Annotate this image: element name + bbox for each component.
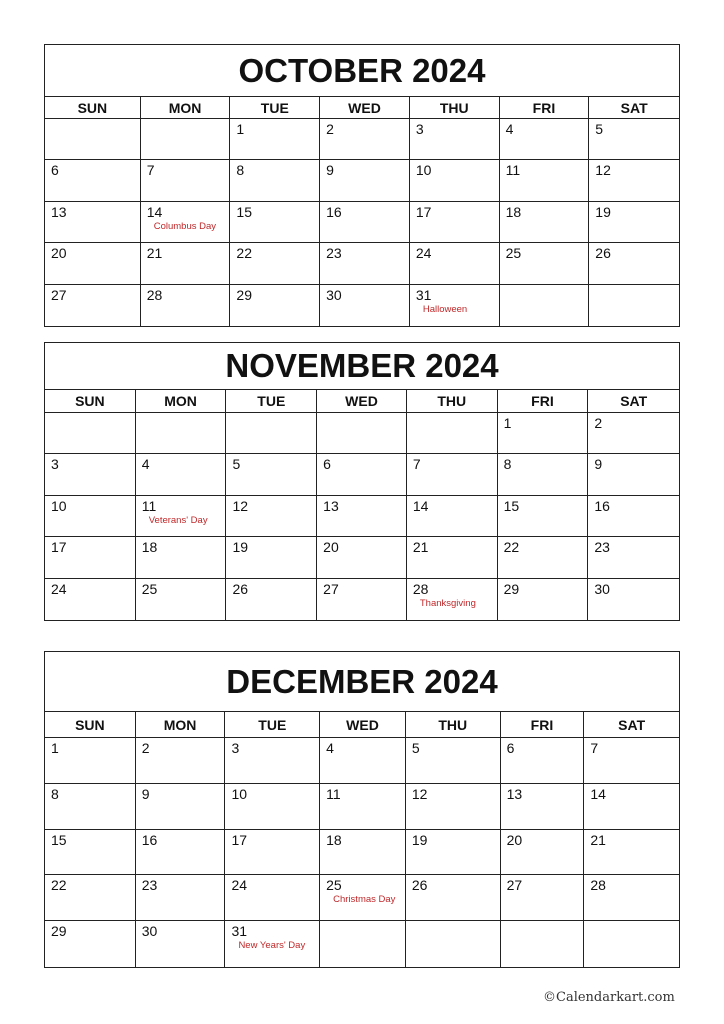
- weekday-header: [45, 97, 679, 119]
- empty-day-cell: [320, 921, 406, 967]
- holiday-label: Thanksgiving: [419, 597, 476, 609]
- empty-day-cell: [45, 119, 141, 159]
- day-cell: [45, 579, 136, 620]
- day-number: 4: [505, 121, 514, 137]
- weekday-wed: WED: [320, 97, 410, 118]
- day-number: 9: [594, 456, 603, 473]
- day-cell: [588, 579, 679, 620]
- day-cell: [584, 784, 679, 829]
- day-number: 31: [231, 923, 248, 940]
- month-november: [44, 342, 680, 621]
- weekday-tue: TUE: [225, 712, 320, 737]
- day-number: 26: [232, 580, 249, 597]
- weekday-sat: SAT: [618, 716, 646, 733]
- holiday-label: Veterans' Day: [148, 514, 208, 526]
- day-cell: [136, 921, 226, 967]
- day-number: 7: [590, 740, 599, 756]
- weekday-wed: WED: [320, 712, 406, 737]
- day-cell: [225, 921, 320, 967]
- empty-day-cell: [589, 285, 679, 326]
- day-cell: [320, 285, 410, 326]
- day-cell: [141, 285, 231, 326]
- day-cell: [320, 738, 406, 783]
- day-cell: [500, 202, 590, 242]
- day-cell: [317, 579, 407, 620]
- empty-day-cell: [407, 413, 498, 453]
- day-cell: [45, 160, 141, 200]
- day-cell: [317, 537, 407, 577]
- day-number: 27: [506, 877, 523, 894]
- day-cell: [226, 496, 317, 536]
- day-number: 12: [232, 497, 249, 514]
- day-cell: [45, 921, 136, 967]
- day-number: 9: [326, 162, 334, 179]
- day-number: 11: [141, 497, 157, 514]
- day-number: 26: [595, 245, 611, 262]
- empty-day-cell: [136, 413, 227, 453]
- day-number: 24: [415, 245, 432, 262]
- week-row: [45, 454, 679, 495]
- day-cell: [226, 579, 317, 620]
- day-number: 3: [231, 740, 240, 756]
- day-number: 30: [594, 580, 610, 597]
- empty-day-cell: [45, 413, 136, 453]
- empty-day-cell: [584, 921, 679, 967]
- day-cell: [501, 875, 585, 920]
- day-cell: [407, 496, 498, 536]
- day-number: 20: [51, 245, 67, 262]
- day-number: 15: [236, 203, 252, 220]
- weekday-fri: FRI: [500, 97, 590, 118]
- day-number: 17: [51, 539, 67, 556]
- month-title: DECEMBER 2024: [45, 652, 679, 712]
- weekday-mon: MON: [136, 390, 227, 412]
- day-number: 5: [411, 740, 420, 756]
- day-number: 28: [412, 580, 429, 597]
- day-cell: [320, 784, 406, 829]
- day-number: 6: [323, 456, 331, 473]
- day-cell: [501, 830, 585, 875]
- day-number: 23: [141, 877, 158, 894]
- day-cell: [136, 579, 227, 620]
- day-cell: [45, 738, 136, 783]
- empty-day-cell: [141, 119, 231, 159]
- day-cell: [45, 243, 141, 283]
- day-number: 1: [503, 415, 512, 431]
- day-number: 16: [141, 831, 158, 848]
- day-cell: [406, 784, 501, 829]
- day-cell: [320, 202, 410, 242]
- day-cell: [225, 875, 320, 920]
- day-number: 24: [231, 877, 248, 894]
- day-number: 8: [51, 785, 59, 802]
- day-number: 29: [236, 286, 252, 303]
- day-number: 4: [141, 456, 150, 473]
- day-number: 3: [51, 456, 59, 473]
- day-cell: [501, 784, 585, 829]
- weekday-thu: THU: [407, 390, 498, 412]
- day-number: 8: [503, 456, 512, 473]
- day-number: 6: [51, 162, 59, 179]
- day-number: 20: [506, 831, 523, 848]
- day-number: 2: [141, 740, 150, 756]
- day-cell: [500, 119, 590, 159]
- day-number: 8: [236, 162, 245, 179]
- day-number: 24: [51, 580, 67, 597]
- month-title: OCTOBER 2024: [45, 45, 679, 97]
- copyright-footer: ©Calendarkart.com: [543, 990, 675, 1005]
- day-number: 29: [51, 923, 67, 940]
- day-number: 1: [51, 740, 59, 756]
- day-cell: [136, 875, 226, 920]
- weekday-sat: SAT: [620, 393, 648, 409]
- day-cell: [406, 738, 501, 783]
- empty-day-cell: [500, 285, 590, 326]
- week-row: [45, 830, 679, 876]
- week-row: [45, 285, 679, 326]
- day-number: 7: [146, 162, 155, 179]
- day-number: 23: [326, 245, 342, 262]
- day-cell: [230, 285, 320, 326]
- day-cell: [410, 202, 500, 242]
- day-cell: [320, 160, 410, 200]
- week-row: [45, 921, 679, 967]
- day-number: 30: [326, 286, 342, 303]
- day-cell: [226, 454, 317, 494]
- day-cell: [588, 496, 679, 536]
- day-cell: [141, 243, 231, 283]
- day-number: 16: [326, 203, 342, 220]
- day-cell: [589, 202, 679, 242]
- day-cell: [136, 537, 227, 577]
- day-cell: [141, 160, 231, 200]
- day-number: 23: [594, 539, 610, 556]
- day-number: 18: [505, 203, 522, 220]
- day-cell: [230, 202, 320, 242]
- day-number: 10: [415, 162, 432, 179]
- day-number: 27: [323, 580, 339, 597]
- day-cell: [588, 413, 679, 453]
- day-number: 3: [415, 121, 424, 137]
- week-row: [45, 160, 679, 201]
- day-number: 19: [232, 539, 249, 556]
- day-number: 11: [505, 162, 521, 179]
- day-cell: [317, 454, 407, 494]
- day-number: 14: [590, 785, 606, 802]
- weekday-sun: SUN: [45, 712, 136, 737]
- day-number: 22: [503, 539, 520, 556]
- day-cell: [406, 875, 501, 920]
- day-cell: [407, 537, 498, 577]
- weekday-fri: FRI: [501, 712, 585, 737]
- day-cell: [225, 784, 320, 829]
- day-number: 30: [141, 923, 158, 940]
- day-cell: [498, 537, 589, 577]
- day-cell: [501, 738, 585, 783]
- day-number: 16: [594, 497, 610, 514]
- holiday-label: New Years' Day: [238, 940, 306, 952]
- day-number: 18: [326, 831, 342, 848]
- day-number: 13: [506, 785, 523, 802]
- day-number: 17: [415, 203, 432, 220]
- month-december: [44, 651, 680, 968]
- day-number: 14: [146, 203, 163, 220]
- holiday-label: Halloween: [422, 303, 468, 315]
- weekday-fri: FRI: [498, 390, 589, 412]
- week-row: [45, 202, 679, 243]
- day-cell: [230, 119, 320, 159]
- month-title: NOVEMBER 2024: [45, 343, 679, 390]
- weekday-mon: MON: [141, 97, 231, 118]
- weekday-mon: MON: [136, 712, 226, 737]
- day-cell: [45, 496, 136, 536]
- day-cell: [230, 160, 320, 200]
- day-cell: [45, 875, 136, 920]
- weekday-wed: WED: [317, 390, 407, 412]
- day-cell: [45, 830, 136, 875]
- day-cell: [498, 413, 589, 453]
- day-number: 14: [412, 497, 429, 514]
- day-number: 1: [236, 121, 245, 137]
- day-number: 25: [505, 245, 522, 262]
- day-number: 25: [141, 580, 158, 597]
- day-cell: [410, 119, 500, 159]
- day-number: 31: [415, 286, 432, 303]
- day-number: 21: [146, 245, 163, 262]
- day-cell: [500, 160, 590, 200]
- day-number: 15: [503, 497, 520, 514]
- week-row: [45, 496, 679, 537]
- day-cell: [407, 579, 498, 620]
- day-cell: [136, 784, 226, 829]
- day-number: 19: [411, 831, 428, 848]
- day-number: 2: [326, 121, 334, 137]
- day-number: 6: [506, 740, 515, 756]
- day-number: 12: [595, 162, 611, 179]
- weekday-sun: SUN: [45, 390, 136, 412]
- day-number: 27: [51, 286, 67, 303]
- week-row: [45, 579, 679, 620]
- day-cell: [584, 738, 679, 783]
- day-cell: [136, 454, 227, 494]
- weekday-thu: THU: [406, 712, 501, 737]
- day-cell: [500, 243, 590, 283]
- day-cell: [406, 830, 501, 875]
- day-number: 13: [51, 203, 67, 220]
- day-cell: [225, 738, 320, 783]
- day-number: 2: [594, 415, 603, 431]
- day-cell: [45, 784, 136, 829]
- day-cell: [136, 738, 226, 783]
- day-cell: [225, 830, 320, 875]
- day-number: 5: [232, 456, 241, 473]
- day-cell: [136, 830, 226, 875]
- day-number: 20: [323, 539, 339, 556]
- day-cell: [320, 243, 410, 283]
- day-number: 21: [412, 539, 429, 556]
- weekday-sun: SUN: [45, 97, 141, 118]
- holiday-label: Christmas Day: [333, 894, 396, 906]
- day-number: 28: [146, 286, 163, 303]
- day-cell: [589, 243, 679, 283]
- day-number: 15: [51, 831, 67, 848]
- week-row: [45, 537, 679, 578]
- empty-day-cell: [406, 921, 501, 967]
- week-row: [45, 413, 679, 454]
- empty-day-cell: [317, 413, 407, 453]
- day-number: 5: [595, 121, 604, 137]
- day-cell: [407, 454, 498, 494]
- day-cell: [410, 285, 500, 326]
- day-cell: [45, 537, 136, 577]
- day-number: 4: [326, 740, 334, 756]
- weekday-tue: TUE: [230, 97, 320, 118]
- day-number: 10: [231, 785, 248, 802]
- day-number: 25: [326, 877, 342, 894]
- day-cell: [410, 243, 500, 283]
- weekday-thu: THU: [410, 97, 500, 118]
- day-number: 19: [595, 203, 611, 220]
- day-number: 22: [236, 245, 252, 262]
- day-cell: [45, 285, 141, 326]
- weekday-sat: SAT: [620, 99, 648, 116]
- day-number: 26: [411, 877, 428, 894]
- week-row: [45, 119, 679, 160]
- day-cell: [410, 160, 500, 200]
- day-cell: [498, 496, 589, 536]
- day-number: 28: [590, 877, 606, 894]
- day-number: 7: [412, 456, 421, 473]
- day-number: 29: [503, 580, 520, 597]
- day-cell: [589, 160, 679, 200]
- empty-day-cell: [226, 413, 317, 453]
- day-number: 11: [326, 785, 341, 802]
- day-number: 10: [51, 497, 67, 514]
- day-cell: [320, 830, 406, 875]
- day-cell: [141, 202, 231, 242]
- weekday-tue: TUE: [226, 390, 317, 412]
- week-row: [45, 784, 679, 830]
- day-number: 9: [141, 785, 150, 802]
- week-row: [45, 875, 679, 921]
- day-cell: [230, 243, 320, 283]
- day-cell: [584, 830, 679, 875]
- day-cell: [498, 579, 589, 620]
- day-cell: [584, 875, 679, 920]
- day-cell: [317, 496, 407, 536]
- day-number: 17: [231, 831, 248, 848]
- day-number: 12: [411, 785, 428, 802]
- holiday-label: Columbus Day: [153, 220, 217, 232]
- day-cell: [136, 496, 227, 536]
- weekday-header: [45, 712, 679, 738]
- week-row: [45, 738, 679, 784]
- day-number: 21: [590, 831, 606, 848]
- empty-day-cell: [501, 921, 585, 967]
- day-number: 13: [323, 497, 339, 514]
- day-cell: [45, 202, 141, 242]
- day-cell: [45, 454, 136, 494]
- day-cell: [588, 537, 679, 577]
- day-cell: [320, 119, 410, 159]
- day-number: 22: [51, 877, 67, 894]
- day-cell: [498, 454, 589, 494]
- day-cell: [226, 537, 317, 577]
- month-october: [44, 44, 680, 327]
- day-cell: [589, 119, 679, 159]
- week-row: [45, 243, 679, 284]
- day-cell: [320, 875, 406, 920]
- weekday-header: [45, 390, 679, 413]
- day-number: 18: [141, 539, 158, 556]
- day-cell: [588, 454, 679, 494]
